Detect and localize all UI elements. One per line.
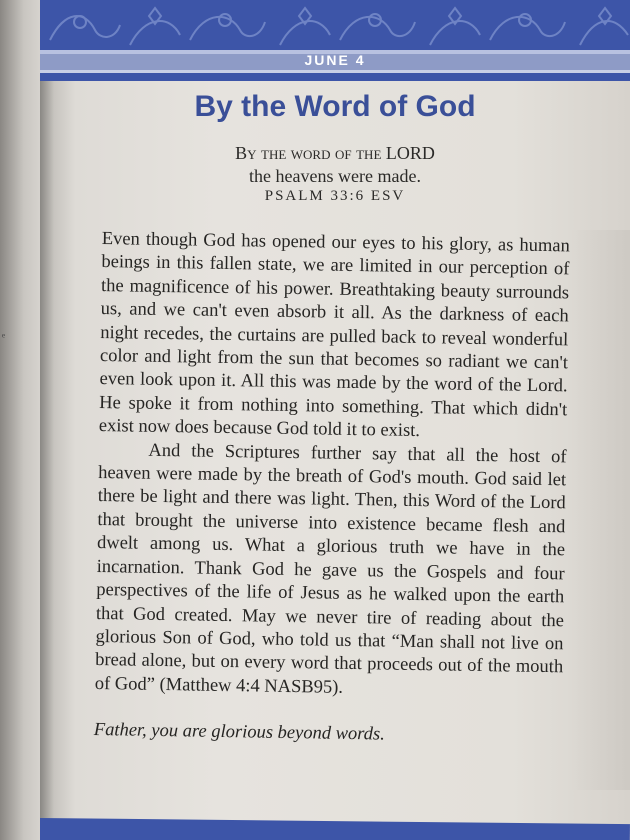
book-page (40, 0, 630, 840)
decorative-banner (40, 0, 630, 50)
devotional-body (95, 228, 570, 703)
verse-citation: PSALM 33:6 ESV (264, 188, 406, 204)
left-page-edge-mark: ᵉ (2, 330, 6, 344)
floral-pattern-icon (40, 0, 630, 50)
scripture-verse (40, 142, 630, 188)
gutter-shadow (40, 0, 54, 840)
bottom-decorative-band (40, 818, 630, 840)
verse-line-2: the heavens were made. (249, 166, 421, 186)
verse-line-1: By the word of the LORD (235, 143, 435, 163)
closing-prayer: Father, you are glorious beyond words. (93, 720, 385, 745)
show-through-shading (570, 230, 630, 790)
page-date: JUNE 4 (304, 52, 366, 68)
body-paragraph-2: And the Scriptures further say that all the host of heaven were made by the breath of God's mouth. God said let there be light and there was light. Then, this Word of the Lord that brought the universe into existence became flesh and dwelt among us. What a glorious truth we have in the incarnation. Thank God he gave us the Gospels and four perspectives of the life of Jesus as he walked upon the earth that God created. May we never tire of reading about the glorious Son of God, who told us that “Man shall not live on bread alone, but on every word that proceeds out of the mouth of God” (Matthew 4:4 NASB95). (94, 440, 567, 698)
left-page-edge (0, 0, 40, 840)
page-title: By the Word of God (194, 90, 476, 123)
banner-stripe-dark (40, 73, 630, 81)
body-paragraph-1: Even though God has opened our eyes to his glory, as human beings in this fallen state, we are limited in our perception of the magnificence of his power. Breathtaking beauty surrounds us, and we can't even absorb it all. As the darkness of each night recedes, the curtains are pulled back to reveal wonderful color and light from the sun that becomes so radiant we can't even look upon it. All this was made by the word of the Lord. He spoke it from nothing into something. That which didn't exist now does because God told it to exist. (98, 228, 570, 442)
